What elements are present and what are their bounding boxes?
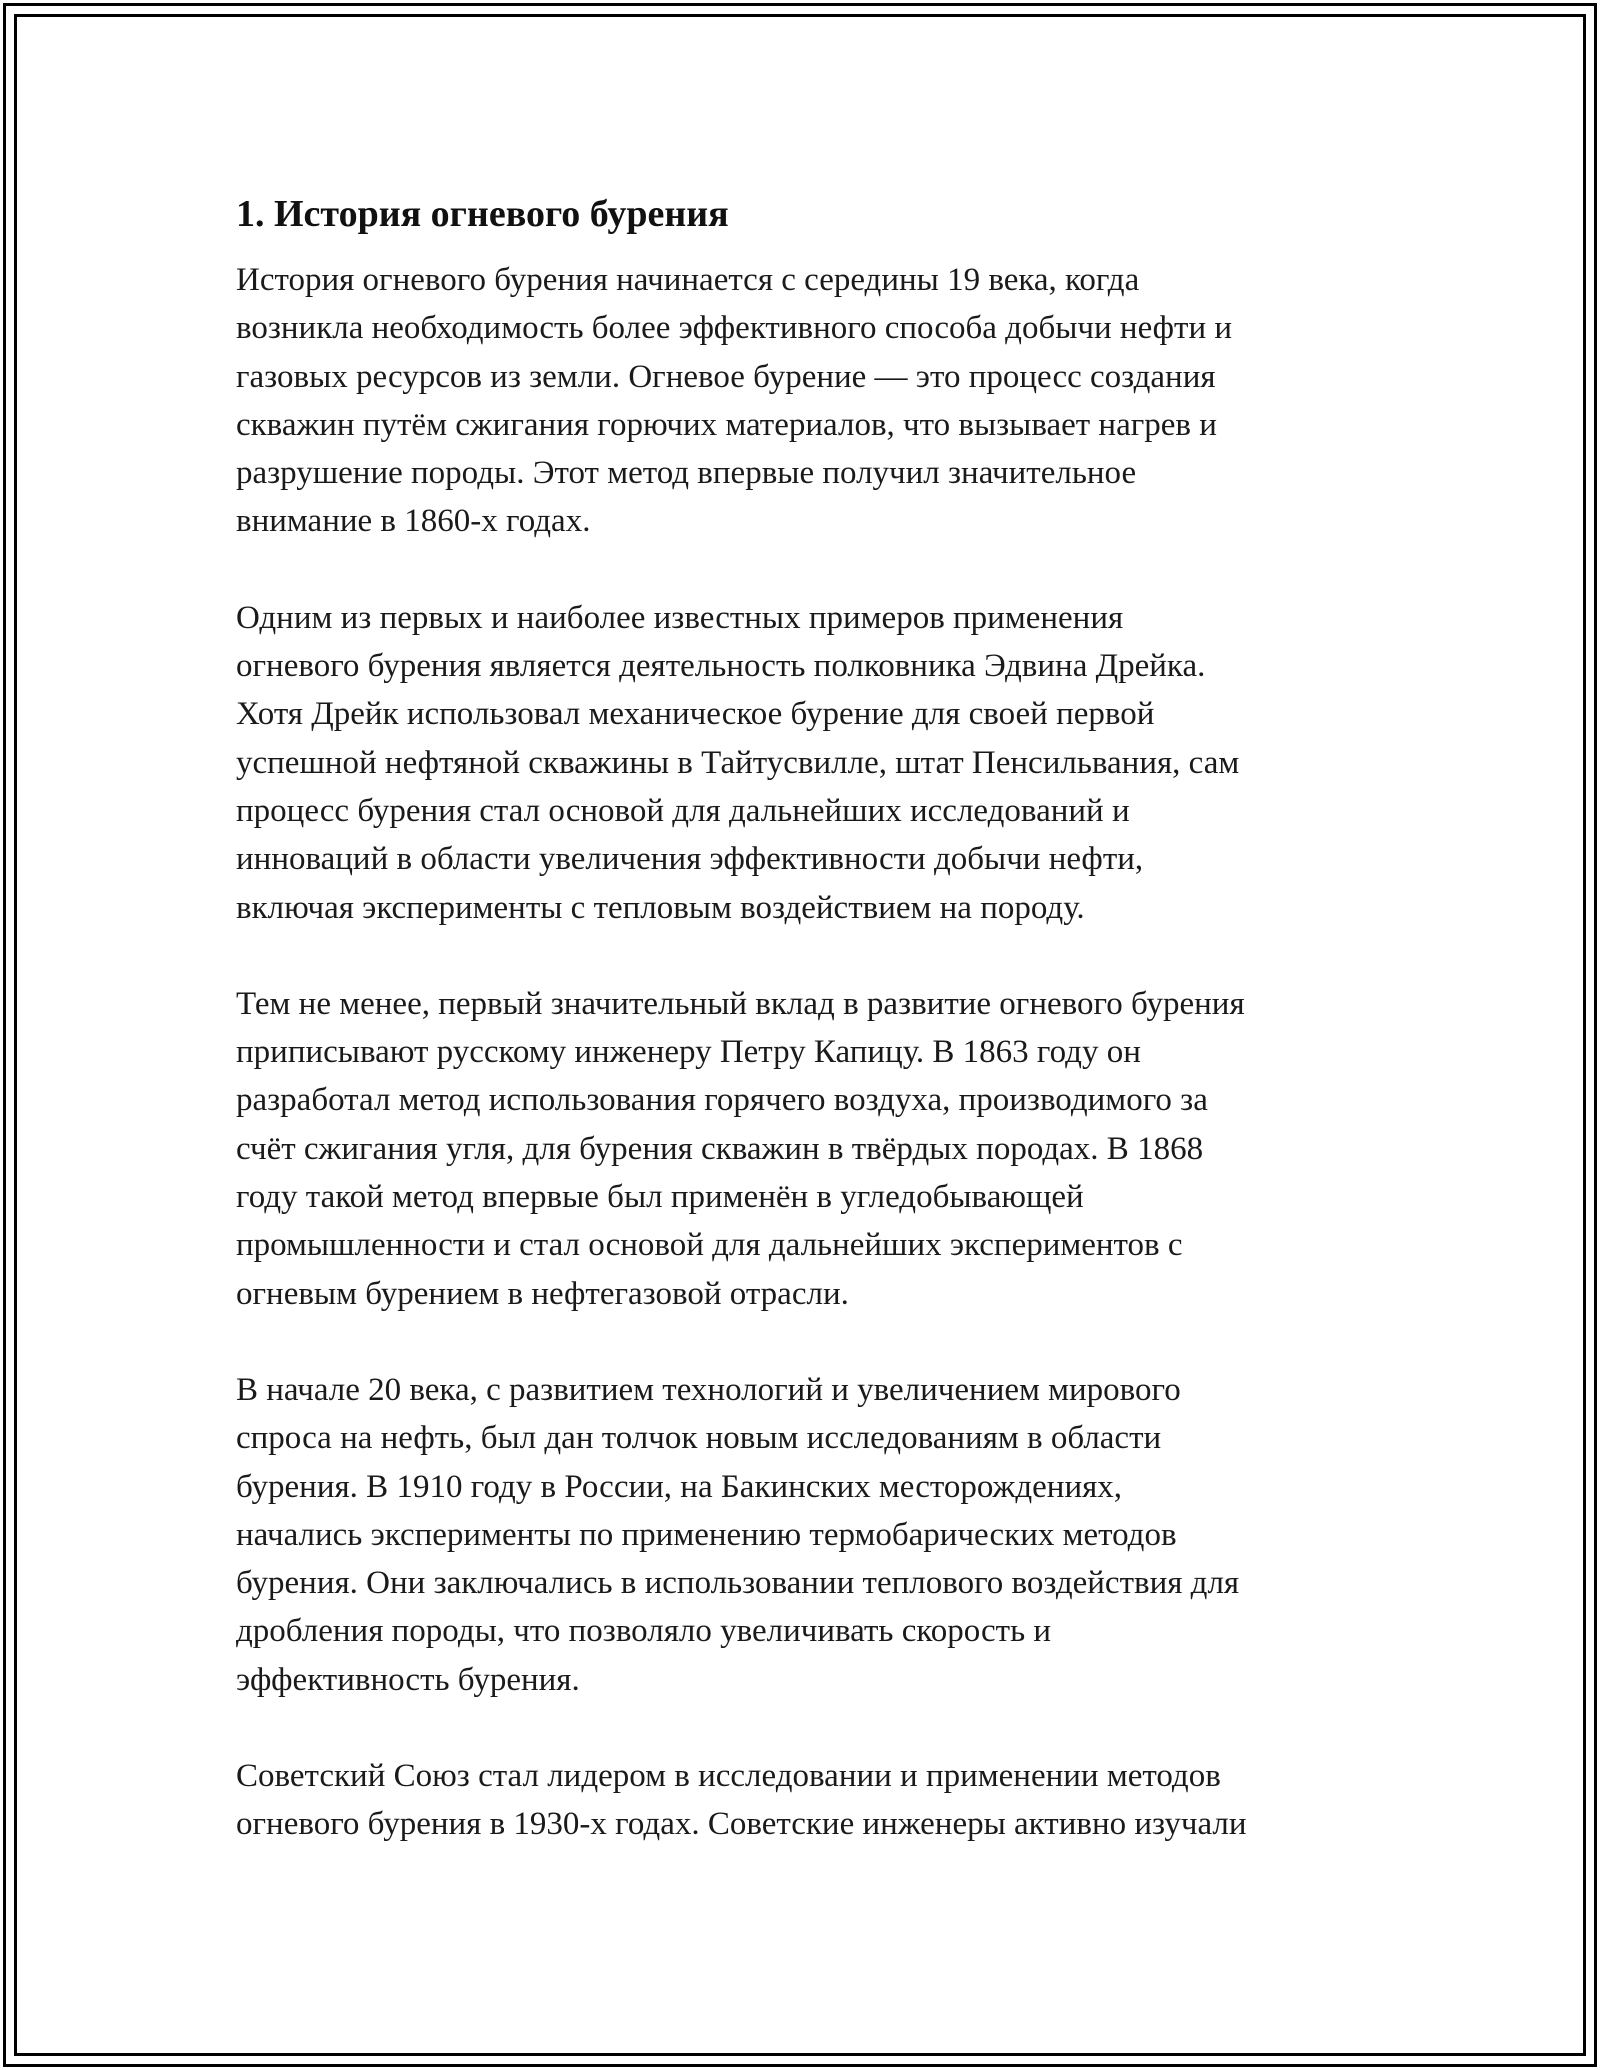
paragraph-3: Тем не менее, первый значительный вклад в развитие огневого бурения приписывают русскому инженеру Петру Капицу. В 1863 году он разработал метод использования горячего воздуха, производимого за счёт сжигания угля, для бурения скважин в твёрдых породах. В 1868 году такой метод впервые был применён в угледобывающей промышленности и стал основой для дальнейших экспериментов с огневым бурением в нефтегазовой отрасли. bbox=[236, 985, 1245, 1312]
paragraph-1: История огневого бурения начинается с середины 19 века, когда возникла необходимость более эффективного способа добычи нефти и газовых ресурсов из земли. Огневое бурение — это процесс создания скважин путём сжигания горючих материалов, что вызывает нагрев и разрушение породы. Этот метод впервые получил значительное внимание в 1860-х годах. bbox=[236, 262, 1233, 540]
paragraph-2: Одним из первых и наиболее известных примеров применения огневого бурения является деятельность полковника Эдвина Дрейка. Хотя Дрейк использовал механическое бурение для своей первой успешной нефтяной скважины в Тайтусвилле, штат Пенсильвания, сам процесс бурения стал основой для дальнейших исследований и инноваций в области увеличения эффективности добычи нефти, включая эксперименты с тепловым воздействием на породу. bbox=[236, 599, 1240, 926]
paragraph-4: В начале 20 века, с развитием технологий и увеличением мирового спроса на нефть, был дан толчок новым исследованиям в области бурения. В 1910 году в России, на Бакинских месторождениях, начались эксперименты по применению термобарических методов бурения. Они заключались в использовании теплового воздействия для дробления породы, что позволяло увеличивать скорость и эффективность бурения. bbox=[236, 1371, 1240, 1698]
paragraph-5: Советский Союз стал лидером в исследовании и применении методов огневого бурения в 1930-х годах. Советские инженеры активно изучали bbox=[236, 1758, 1247, 1843]
document-page bbox=[236, 188, 1416, 1849]
section-heading: 1. История огневого бурения bbox=[236, 193, 729, 235]
